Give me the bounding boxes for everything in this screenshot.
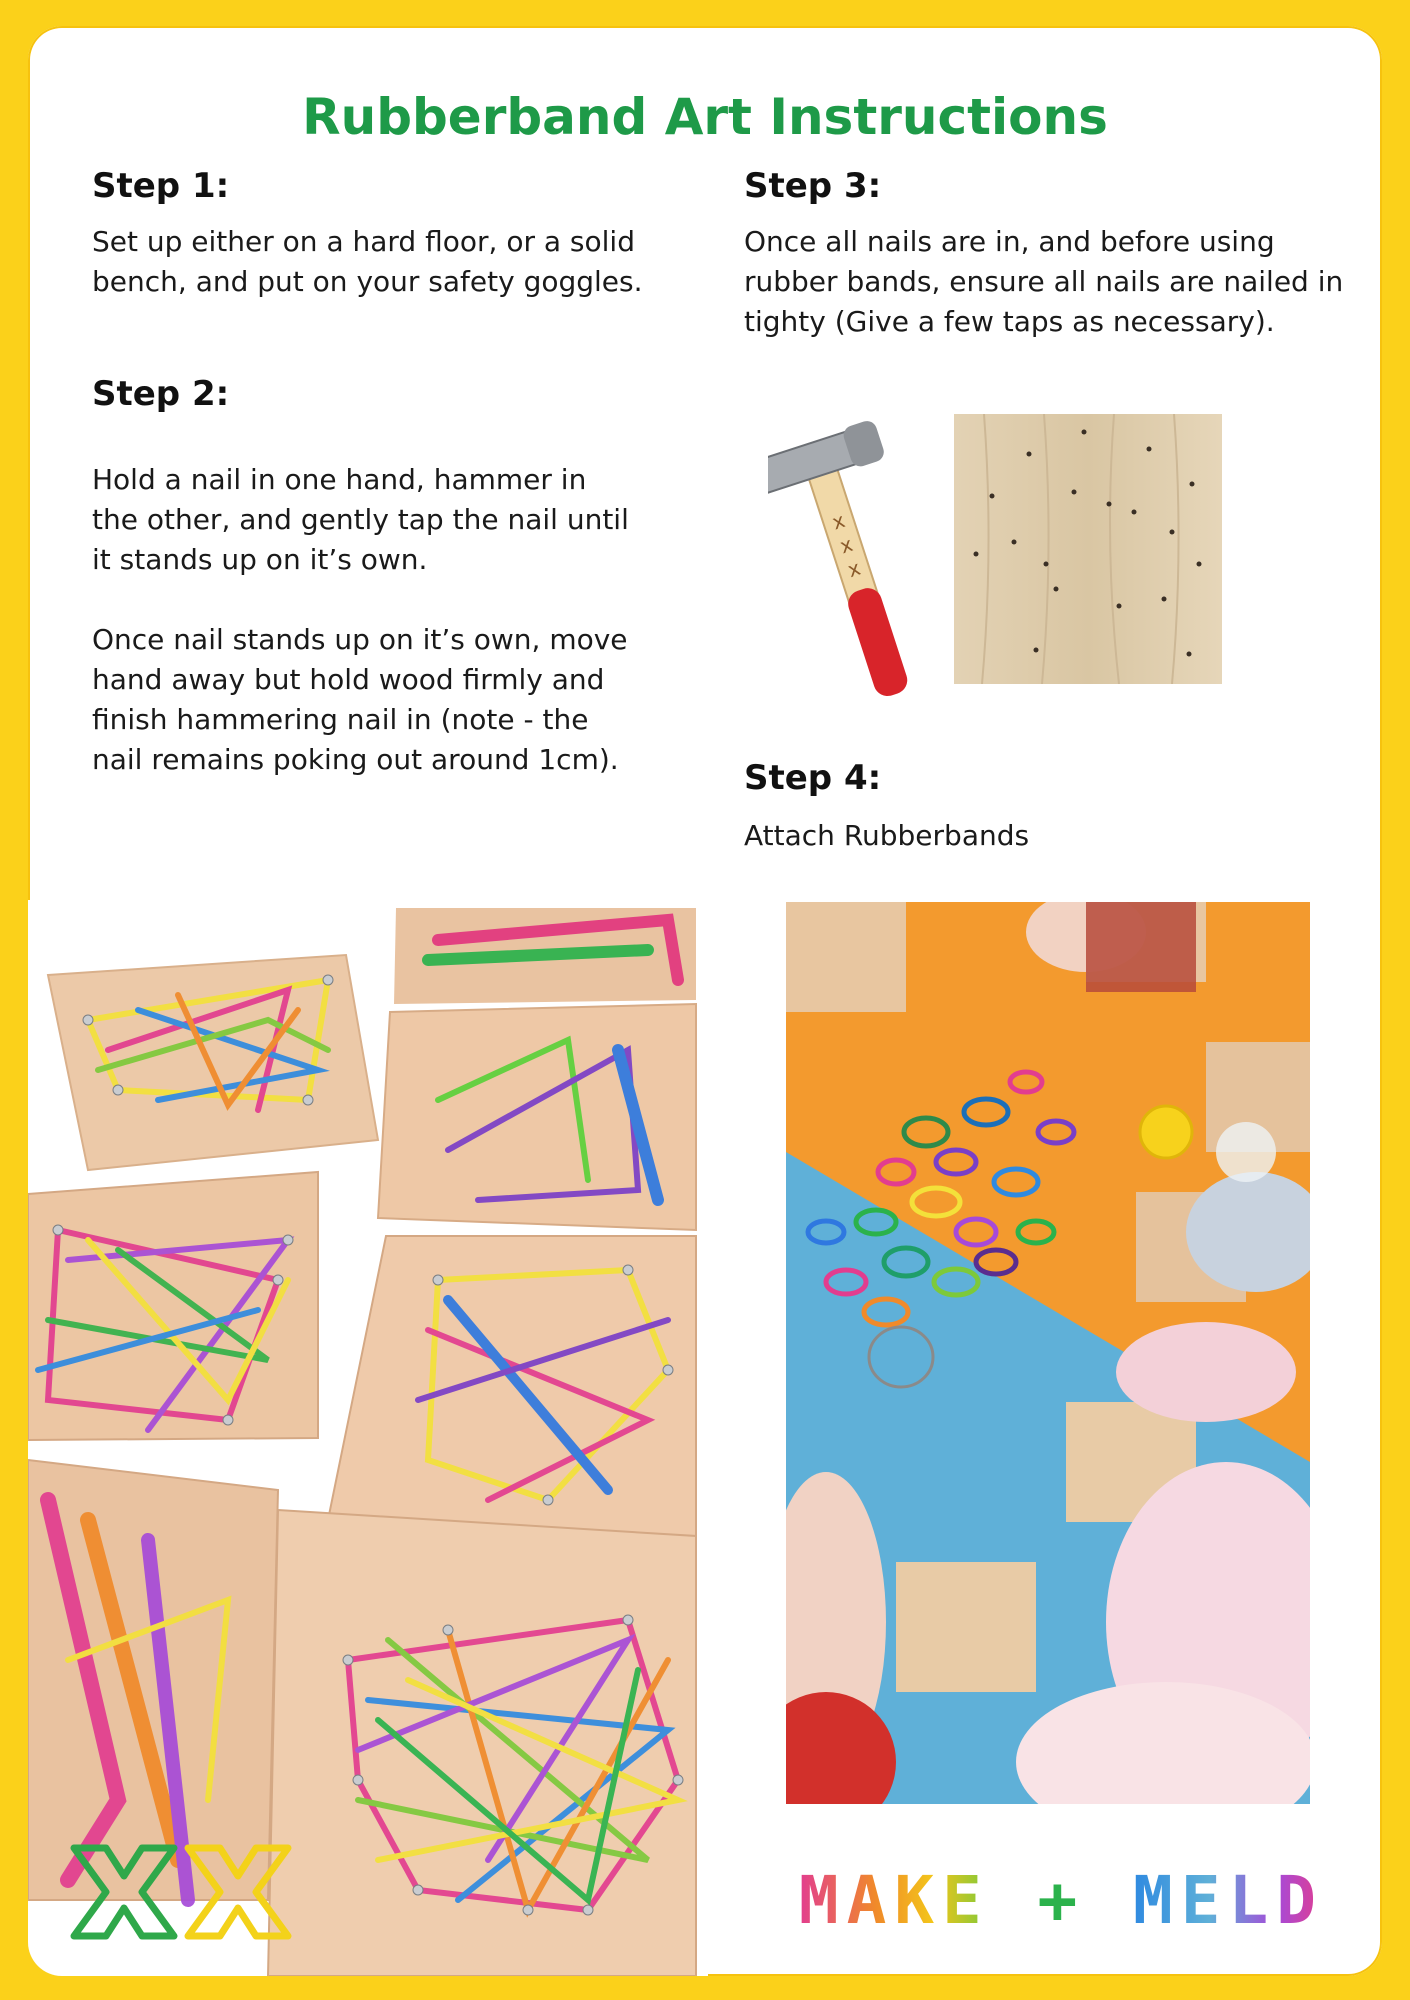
logo-plus-text: + xyxy=(1037,1862,1086,1939)
page-title: Rubberband Art Instructions xyxy=(302,88,1108,146)
step-2-heading: Step 2: xyxy=(92,374,230,414)
nailed-board-image xyxy=(954,414,1222,684)
instruction-sheet xyxy=(28,26,1382,1976)
svg-text:x: x xyxy=(829,508,848,535)
step-4-heading: Step 4: xyxy=(744,758,882,798)
step-2-text-2: Once nail stands up on it’s own, move hand away but hold wood firmly and finish hammering nail in (note - the nail remains poking out around 1cm). xyxy=(92,623,628,776)
rubberband-boards-photo xyxy=(28,900,708,1976)
hammer-image xyxy=(768,416,938,716)
svg-text:x: x xyxy=(836,531,856,559)
xx-logo xyxy=(68,1842,298,1942)
step-2-text-1: Hold a nail in one hand, hammer in the other, and gently tap the nail until it stands up on it’s own. xyxy=(92,463,629,576)
step-3-text: Once all nails are in, and before using rubber bands, ensure all nails are nailed in tighty (Give a few taps as necessary). xyxy=(744,225,1344,338)
kids-at-table-photo xyxy=(786,902,1310,1804)
step-3-heading: Step 3: xyxy=(744,166,882,206)
logo-make-text: MAKE xyxy=(798,1862,990,1939)
make-meld-logo xyxy=(799,1862,1324,1939)
logo-meld-text: MELD xyxy=(1133,1862,1324,1939)
svg-text:x: x xyxy=(844,555,864,583)
step-1-heading: Step 1: xyxy=(92,166,230,206)
step-4-text: Attach Rubberbands xyxy=(744,819,1030,852)
step-1-text: Set up either on a hard floor, or a solid bench, and put on your safety goggles. xyxy=(92,225,643,298)
